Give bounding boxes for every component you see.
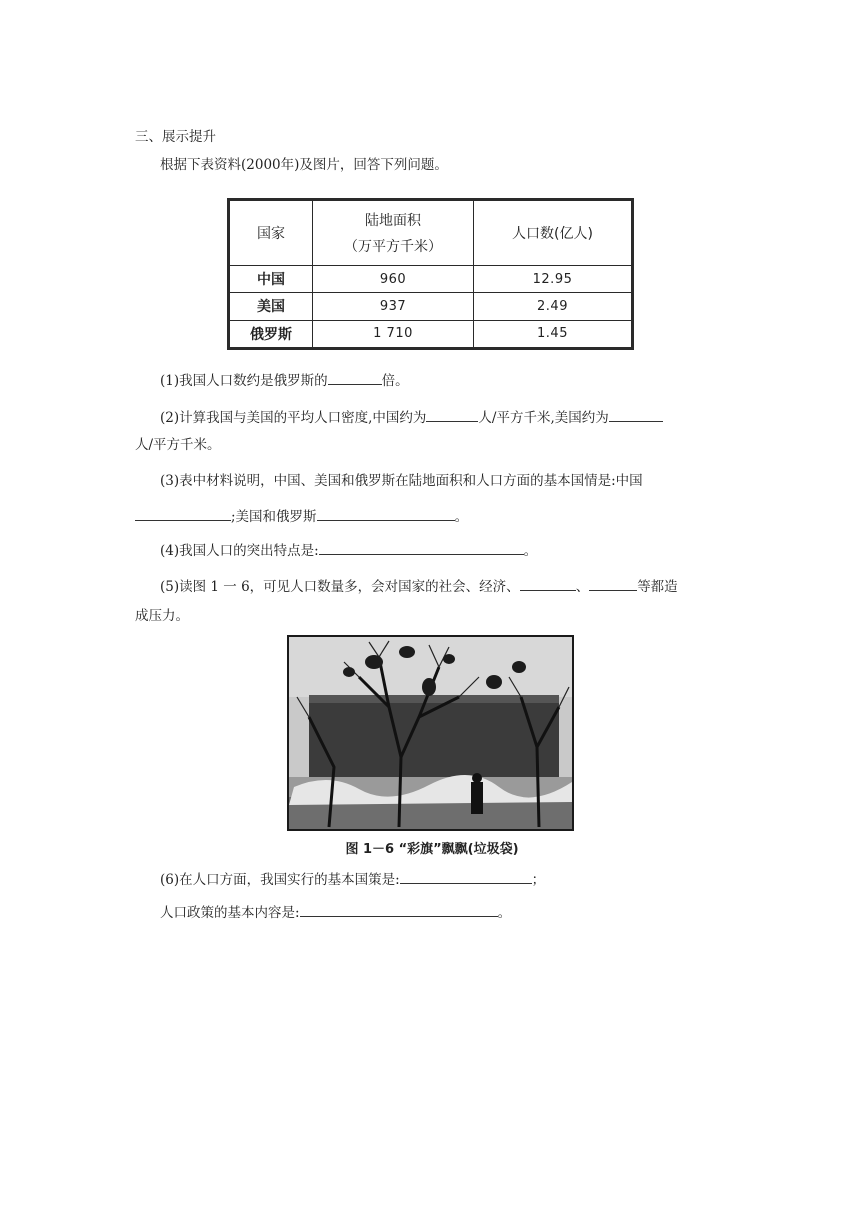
header-country: 国家 [230,201,313,266]
question-2 [160,407,663,428]
answer-blank[interactable] [319,540,524,555]
question-3-line2 [135,506,468,527]
cell-area: 937 [313,293,474,320]
table-row [230,293,632,320]
header-area-line2: （万平方千米） [344,239,442,255]
section-title: 三、展示提升 [135,129,216,145]
cell-area: 1 710 [313,320,474,347]
cell-country: 俄罗斯 [230,320,313,347]
question-6-suffix: 。 [497,905,512,921]
question-1-text: (1)我国人口数约是俄罗斯的 [160,373,328,389]
question-5-sep: 、 [575,579,590,595]
cell-population: 12.95 [474,266,632,293]
question-1 [160,370,409,391]
cell-population: 2.49 [474,293,632,320]
question-6-line2 [160,902,511,923]
answer-blank[interactable] [609,407,663,422]
garbage-bag-photo [287,635,574,831]
answer-blank[interactable] [135,506,231,521]
question-6 [160,869,545,890]
answer-blank[interactable] [520,576,576,591]
answer-blank[interactable] [426,407,478,422]
table-row [230,266,632,293]
table-header-row [230,201,632,266]
question-6-sep: ； [531,872,546,888]
question-3: (3)表中材料说明，中国、美国和俄罗斯在陆地面积和人口方面的基本国情是:中国 [160,473,643,489]
cell-country: 中国 [230,266,313,293]
photo-illustration [289,637,572,829]
question-6-text-2: 人口政策的基本内容是: [160,905,300,921]
question-5-cont: 等都造 [637,579,678,595]
question-6-text: (6)在人口方面，我国实行的基本国策是: [160,872,400,888]
cell-population: 1.45 [474,320,632,347]
question-3-suffix: 。 [454,509,469,525]
answer-blank[interactable] [400,869,532,884]
question-2-middle: 人/平方千米,美国约为 [478,410,609,426]
header-population: 人口数(亿人) [474,201,632,266]
question-2-line2: 人/平方千米。 [135,437,221,453]
answer-blank[interactable] [300,902,498,917]
data-table [227,198,634,350]
question-5-line2: 成压力。 [135,608,189,624]
table-row [230,320,632,347]
question-5 [160,576,678,597]
question-5-text: (5)读图 1 一 6，可见人口数量多，会对国家的社会、经济、 [160,579,520,595]
cell-area: 960 [313,266,474,293]
question-2-text: (2)计算我国与美国的平均人口密度,中国约为 [160,410,427,426]
figure-caption: 图 1－6 “彩旗”飘飘(垃圾袋) [345,842,519,857]
answer-blank[interactable] [589,576,637,591]
answer-blank[interactable] [328,370,382,385]
answer-blank[interactable] [317,506,455,521]
question-3-middle: ;美国和俄罗斯 [231,509,317,525]
header-area-line1: 陆地面积 [365,213,421,229]
question-4-text: (4)我国人口的突出特点是: [160,543,319,559]
question-4 [160,540,537,561]
intro-text: 根据下表资料(2000年)及图片，回答下列问题。 [160,157,448,173]
question-4-suffix: 。 [523,543,538,559]
cell-country: 美国 [230,293,313,320]
header-area [313,201,474,266]
question-1-suffix: 倍。 [381,373,409,389]
